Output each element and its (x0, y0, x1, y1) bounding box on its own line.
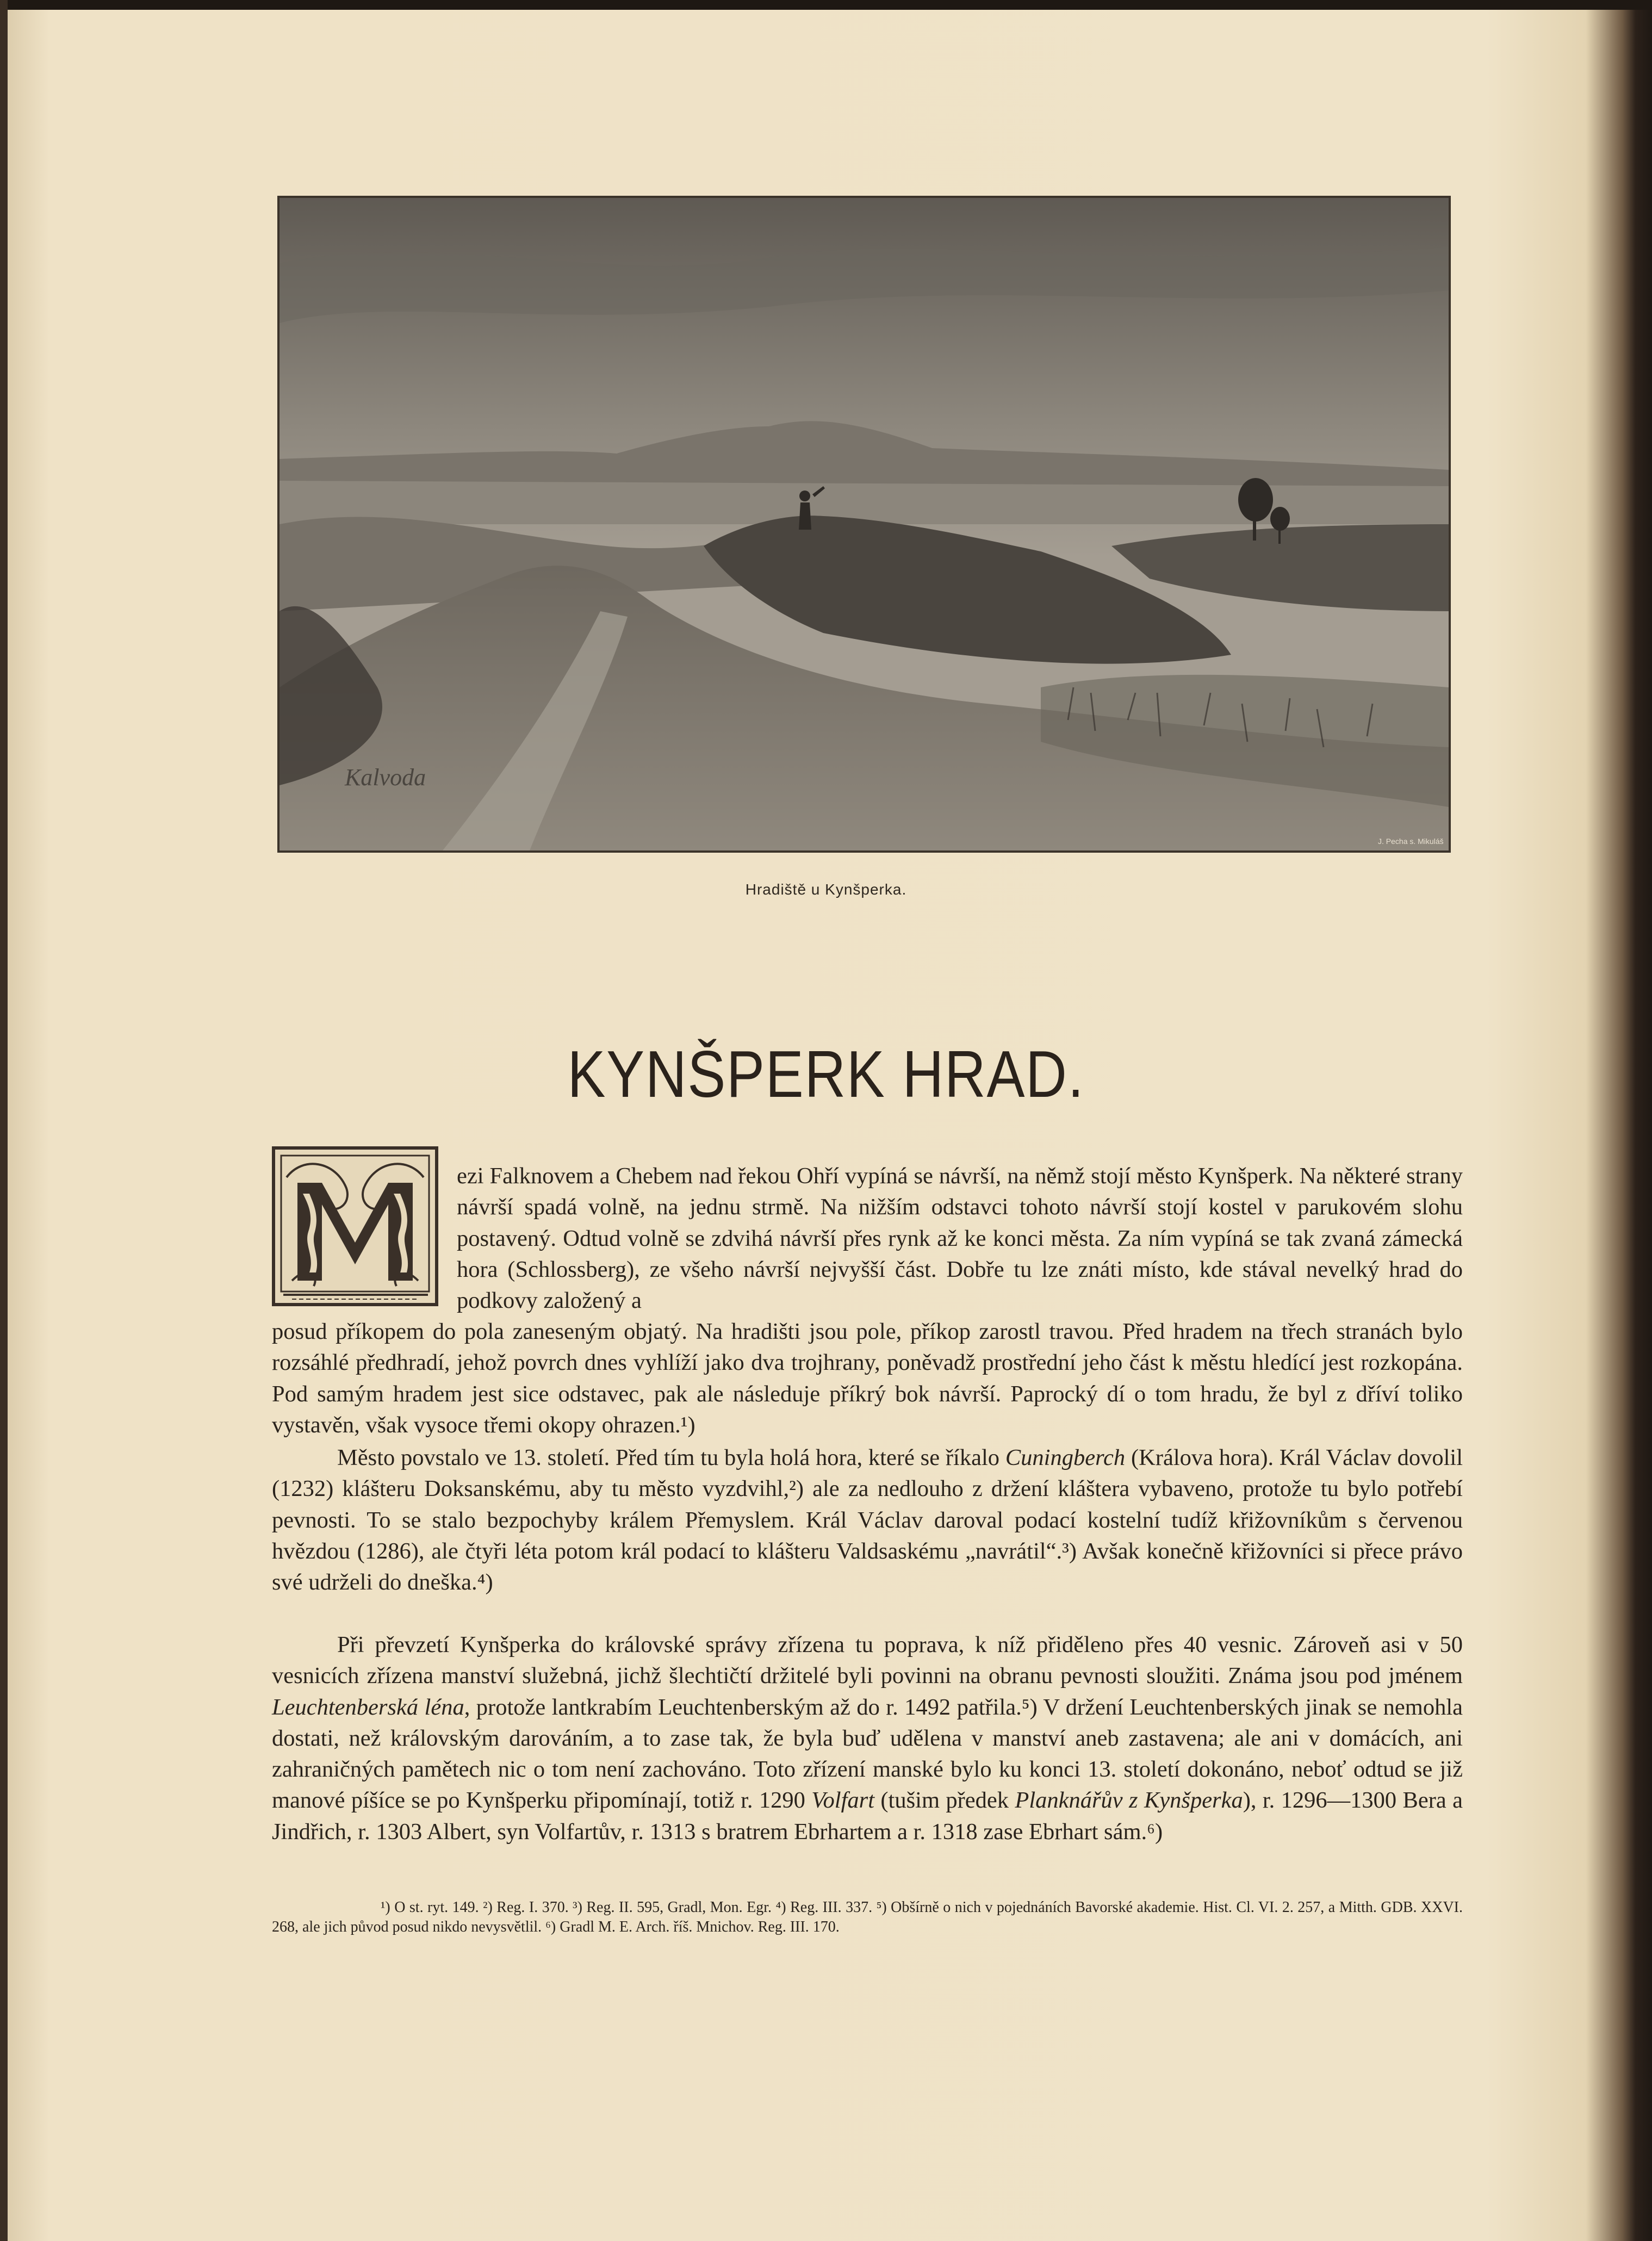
paragraph-2 (272, 1442, 1463, 1598)
chapter-title: KYNŠPERK HRAD. (567, 1037, 1085, 1111)
engraver-mark: J. Pecha s. Mikuláš (1378, 837, 1444, 846)
paragraph-3-text-d: ), r. 1296—1300 Bera a Jindřich, r. 1303 Albert, syn Volfartův, r. 1313 s bratrem Ebrhartem a r. 1318 zase Ebrhart sám.⁶) (272, 1787, 1463, 1845)
landscape-illustration (277, 196, 1451, 853)
paragraph-3-text-a: Při převzetí Kynšperka do královské správy zřízena tu poprava, k níž přiděleno přes 40 vesnic. Zároveň asi v 50 vesnicích zřízena manství služebná, jichž šlechtičtí držitelé byli povinni na obranu pevnosti sloužiti. Známa jsou pod jménem (272, 1632, 1463, 1689)
page-left-edge (0, 0, 8, 2241)
paragraph-3 (272, 1629, 1463, 1847)
paragraph-2-italic: Cuningberch (1005, 1445, 1126, 1470)
paragraph-3-text-c: (tušim předek (874, 1787, 1015, 1814)
paragraph-3-italic-3: Planknářův z Kynšperka (1015, 1787, 1243, 1814)
paragraph-3-text-b: , protože lantkrabím Leuchtenberským až do r. 1492 patřila.⁵) V držení Leuchtenberských jinak se nemohla dostati, než královským darováním, a to zase tak, že byla buď udělena v manství aneb zastavena; ale ani v domácích, ani zahraničných pamětech nic o tom není zachováno. Toto zřízení manské bylo ku konci 13. století dokonáno, neboť odtud se již manové píšíce se po Kynšperku připomínají, totiž r. 1290 (272, 1694, 1463, 1814)
paragraph-3-italic-2: Volfart (811, 1787, 875, 1814)
paragraph-2-text-a: Město povstalo ve 13. století. Před tím tu byla holá hora, které se říkalo (337, 1445, 1005, 1470)
artist-signature: Kalvoda (345, 764, 426, 791)
figure-caption: Hradiště u Kynšperka. (745, 881, 907, 898)
drop-cap-ornament (270, 1145, 440, 1308)
page-top-edge (0, 0, 1652, 10)
landscape-picture (280, 198, 1449, 851)
drop-cap-initial (270, 1145, 440, 1308)
paragraph-1-first-lines: ezi Falknovem a Chebem nad řekou Ohří vypíná se návrší, na němž stojí město Kynšperk. Na některé strany návrší spadá volně, na jednu strmě. Na nižším odstavci tohoto návrší stojí kostel v parukovém slohu postavený. Odtud volně se zdvihá návrší přes rynk až ke konci města. Za ním vypíná se tak zvaná zámecká hora (Schlossberg), ze všeho návrší nejvyšší část. Dobře tu lze znáti místo, kde stával nevelký hrad do podkovy založený a (457, 1163, 1463, 1314)
paragraph-2-text-b: (Králova hora). Král Václav dovolil (1232) klášteru Doksanskému, aby tu město vyzdvihl,²) ale za nedlouho z držení kláštera vybaveno, protože tu bylo potřebí pevnosti. To se stalo bezpochyby králem Přemyslem. Král Václav daroval podací kostelní tudíž křižovníkům s červenou hvězdou (1286), ale čtyři léta potom král podací to klášteru Valdsaskému „navrátil“.³) Avšak konečně křižovníci si přece právo své udrželi do dneška.⁴) (272, 1445, 1463, 1596)
footnotes: ¹) O st. ryt. 149. ²) Reg. I. 370. ³) Reg. II. 595, Gradl, Mon. Egr. ⁴) Reg. III. 337. ⁵) Obšírně o nich v pojednáních Bavorské akademie. Hist. Cl. VI. 2. 257, a Mitth. GDB. XXVI. 268, ale jich původ posud nikdo nevysvětlil. ⁶) Gradl M. E. Arch. říš. Mnichov. Reg. III. 170. (272, 1899, 1463, 1935)
paragraph-1-continued: posud příkopem do pola zaneseným objatý. Na hradišti jsou pole, příkop zarostl travou. Před hradem na třech stranách bylo rozsáhlé předhradí, jehož povrch dnes vyhlíží jako dva trojhrany, poněvadž prostřední jeho část k městu hledící jest rozkopána. Pod samým hradem jest sice odstavec, pak ale následuje příkrý bok návrší. Paprocký dí o tom hradu, že byl z dříví toliko vystavěn, však vysoce třemi okopy ohrazen.¹) (272, 1319, 1463, 1438)
paragraph-3-italic-1: Leuchtenberská léna (272, 1694, 464, 1720)
